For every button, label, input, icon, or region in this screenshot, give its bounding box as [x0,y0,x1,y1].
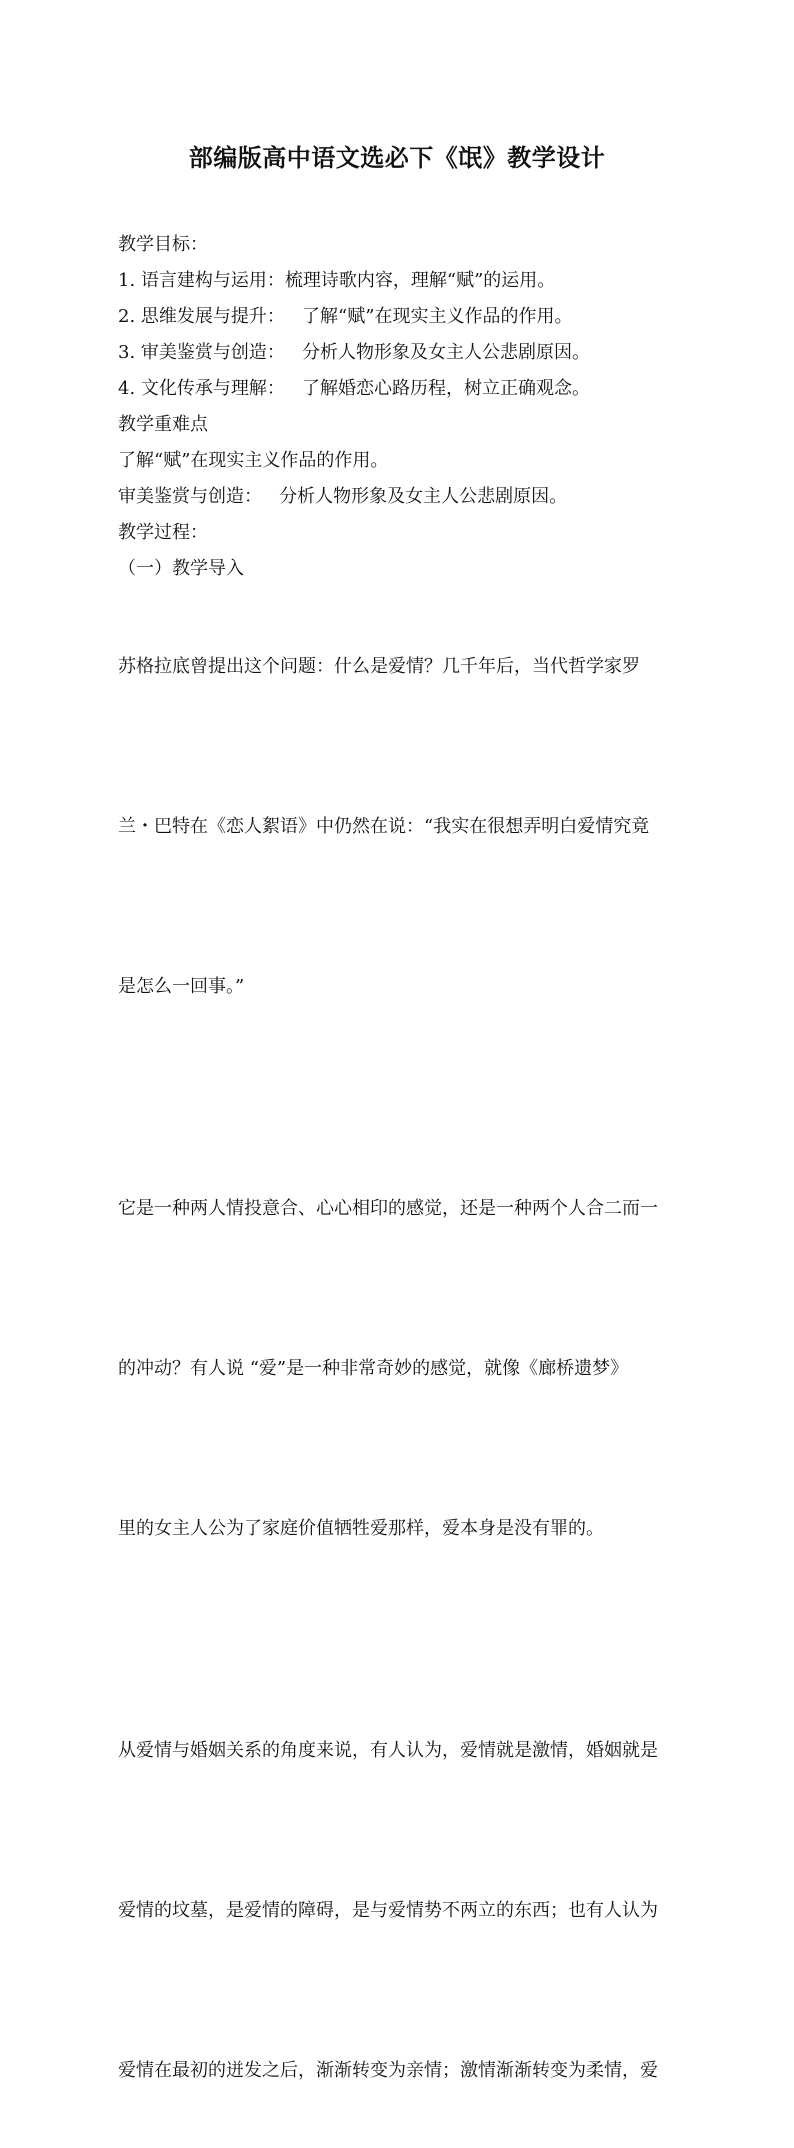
page-title: 部编版高中语文选必下《氓》教学设计 [188,144,606,172]
paragraph [118,1131,680,1673]
key-point-item: 审美鉴赏与创造： 分析人物形象及女主人公悲剧原因。 [118,486,568,507]
paragraph-line: 的冲动？有人说 “爱”是一种非常奇妙的感觉，就像《廊桥遗梦》 [118,1358,629,1379]
document-body [118,229,680,2148]
objective-item: 3. 审美鉴赏与创造： 分析人物形象及女主人公悲剧原因。 [118,342,591,363]
paragraph-line: 从爱情与婚姻关系的角度来说，有人认为，爱情就是激情，婚姻就是 [118,1740,658,1761]
key-point-item: 了解“赋”在现实主义作品的作用。 [118,450,389,471]
paragraph-line: 它是一种两人情投意合、心心相印的感觉，还是一种两个人合二而一 [118,1198,658,1219]
objective-item: 4. 文化传承与理解： 了解婚恋心路历程，树立正确观念。 [118,378,591,399]
paragraph [118,589,680,1131]
objectives-heading: 教学目标： [118,234,208,255]
paragraph-line: 爱情在最初的迸发之后，渐渐转变为亲情；激情渐渐转变为柔情，爱 [118,2060,658,2081]
objective-item: 2. 思维发展与提升： 了解“赋”在现实主义作品的作用。 [118,306,573,327]
paragraph-line: 里的女主人公为了家庭价值牺牲爱那样，爱本身是没有罪的。 [118,1518,604,1539]
paragraph-line: 爱情的坟墓，是爱情的障碍，是与爱情势不两立的东西；也有人认为 [118,1900,658,1921]
process-heading: 教学过程： [118,522,208,543]
key-points-heading: 教学重难点 [118,414,208,435]
objective-item: 1. 语言建构与运用：梳理诗歌内容，理解“赋”的运用。 [118,270,556,291]
paragraph-line: 兰・巴特在《恋人絮语》中仍然在说：“我实在很想弄明白爱情究竟 [118,816,650,837]
section-heading: （一）教学导入 [118,558,244,579]
paragraph-line: 是怎么一回事。” [118,976,245,997]
paragraph-line: 苏格拉底曾提出这个问题：什么是爱情？几千年后，当代哲学家罗 [118,656,640,677]
paragraph [118,1673,680,2148]
